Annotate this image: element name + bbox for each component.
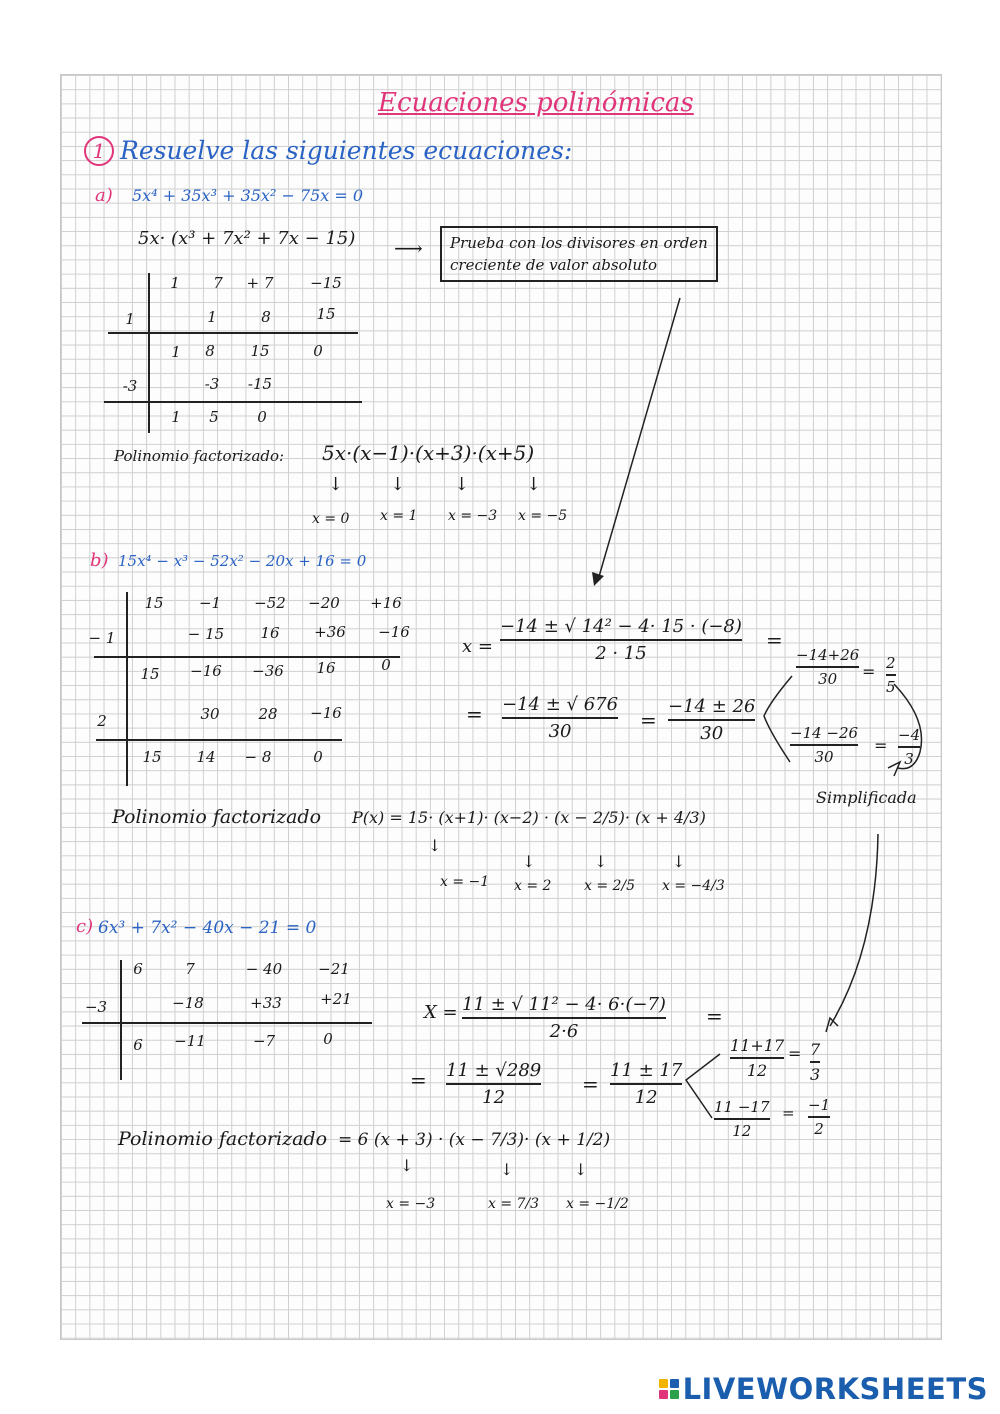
quad-b-num-1: −14 ± √ 14² − 4· 15 · (−8): [500, 616, 742, 637]
res: 0: [381, 656, 391, 674]
res: 15: [142, 748, 162, 766]
val-num: 7: [810, 1040, 821, 1059]
quad-c-num-2: 11 ± √289: [446, 1060, 542, 1081]
coef: − 40: [245, 960, 283, 978]
coef: 7: [185, 960, 195, 978]
arrow-down-icon: ↓: [672, 852, 686, 871]
quad-b-den-3: 30: [700, 722, 724, 744]
mult: −16: [378, 623, 410, 641]
root-value: x = −1: [440, 874, 490, 890]
note-line-1: Prueba con los divisores en orden: [450, 234, 708, 252]
res: 0: [313, 342, 323, 360]
mult: 28: [258, 705, 278, 723]
part-a-factored-label: Polinomio factorizado:: [114, 447, 285, 465]
liveworksheets-logo[interactable]: [659, 1372, 988, 1406]
note-box: [440, 226, 718, 282]
res: 15: [250, 342, 270, 360]
quad-b-sol-2: [790, 724, 858, 766]
res: 5: [209, 408, 219, 426]
arrow-long-icon: [580, 290, 690, 590]
quad-b-frac-3: [668, 696, 755, 744]
quad-c-sol-2-val: [808, 1096, 830, 1138]
arrow-down-icon: ↓: [500, 1160, 514, 1179]
note-line-2: creciente de valor absoluto: [450, 256, 658, 274]
coef: −21: [318, 960, 350, 978]
quad-b-x: x =: [462, 636, 493, 657]
part-b-factored-label: Polinomio factorizado: [112, 806, 322, 828]
quad-c-num-3: 11 ± 17: [610, 1060, 683, 1081]
root: 2: [97, 712, 107, 730]
exercise-instruction: Resuelve las siguientes ecuaciones:: [120, 136, 573, 165]
mult: −16: [310, 704, 342, 722]
mult: +21: [320, 990, 352, 1008]
curved-arrow-icon: [880, 677, 936, 780]
root: − 1: [88, 629, 116, 647]
coef: −52: [254, 594, 286, 612]
equals-sign: =: [788, 1044, 802, 1063]
quad-b-num-2: −14 ± √ 676: [502, 694, 619, 715]
res: 14: [196, 748, 216, 766]
quad-b-den-2: 30: [548, 720, 572, 742]
arrow-down-icon: ↓: [400, 1156, 414, 1175]
res: − 8: [244, 748, 272, 766]
coef: +16: [370, 594, 402, 612]
part-a-factor-step: 5x· (x³ + 7x² + 7x − 15): [138, 228, 356, 249]
coef: 6: [133, 960, 143, 978]
mult: 16: [260, 624, 280, 642]
coef: −20: [308, 594, 340, 612]
quad-c-frac-1: [462, 994, 666, 1042]
equals-sign: =: [766, 628, 783, 652]
sol-num: 11 −17: [714, 1098, 770, 1116]
root-value: x = 2: [514, 878, 552, 894]
equals-sign: =: [640, 708, 657, 732]
root: -3: [122, 377, 138, 395]
equals-sign: =: [410, 1068, 427, 1092]
coef: 7: [213, 274, 223, 292]
res: 0: [313, 748, 323, 766]
quad-c-sol-2: [714, 1098, 770, 1140]
quad-c-sol-1-val: [810, 1040, 820, 1084]
mult: +33: [250, 994, 282, 1012]
logo-icon: [659, 1379, 679, 1399]
quad-b-sol-1: [796, 646, 859, 688]
simplified-label: Simplificada: [816, 788, 917, 807]
arrow-down-icon: ↓: [328, 474, 344, 495]
mult: 30: [200, 705, 220, 723]
quad-c-x: X =: [424, 1002, 458, 1023]
res: −11: [174, 1032, 206, 1050]
root: −3: [84, 998, 108, 1016]
root-value: x = 7/3: [488, 1196, 540, 1212]
root-value: x = −1/2: [566, 1196, 629, 1212]
res: 1: [171, 408, 181, 426]
val-den: 3: [904, 749, 914, 768]
mult: -15: [247, 375, 273, 393]
root-value: x = −3: [386, 1196, 436, 1212]
mult: -3: [204, 375, 220, 393]
sol-num: −14+26: [796, 646, 860, 664]
quad-c-frac-2: [446, 1060, 541, 1108]
sol-num: 11+17: [730, 1036, 785, 1055]
quad-b-num-3: −14 ± 26: [668, 696, 756, 717]
res: −36: [252, 662, 284, 680]
root-value: x = −4/3: [662, 878, 725, 894]
part-a-label: a): [95, 185, 113, 206]
val-num: −1: [808, 1096, 831, 1114]
res: −7: [252, 1032, 276, 1050]
coef: 1: [170, 274, 180, 292]
quad-c-den-1: 2·6: [549, 1020, 579, 1042]
quad-c-den-2: 12: [482, 1086, 506, 1108]
coef: −1: [198, 594, 222, 612]
coef: −15: [310, 274, 342, 292]
equals-sign: =: [706, 1004, 723, 1028]
mult: +36: [314, 623, 346, 641]
res: −16: [190, 662, 222, 680]
equals-sign: =: [782, 1104, 795, 1122]
val-den: 5: [886, 677, 896, 696]
quad-b-den-1: 2 · 15: [595, 642, 647, 664]
mult: 1: [207, 308, 217, 326]
mult: −18: [172, 994, 204, 1012]
quad-c-frac-3: [610, 1060, 682, 1108]
equals-sign: =: [862, 662, 876, 681]
sol-den: 30: [814, 747, 834, 766]
sol-den: 30: [818, 669, 838, 688]
mult: 8: [261, 308, 271, 326]
arrow-long-icon: [820, 830, 890, 1036]
part-b-equation: 15x⁴ − x³ − 52x² − 20x + 16 = 0: [118, 552, 367, 570]
part-c-factored-label: Polinomio factorizado: [118, 1128, 328, 1150]
arrow-down-icon: ↓: [574, 1160, 588, 1179]
res: 0: [257, 408, 267, 426]
exercise-number: 1: [84, 136, 114, 166]
arrow-down-icon: ↓: [526, 474, 542, 495]
res: 1: [171, 343, 181, 361]
root: 1: [125, 310, 135, 328]
root-value: x = 2/5: [584, 878, 636, 894]
quad-c-num-1: 11 ± √ 11² − 4· 6·(−7): [462, 994, 666, 1015]
quad-b-frac-2: [502, 694, 618, 742]
arrow-down-icon: ↓: [522, 852, 536, 871]
page-title: Ecuaciones polinómicas: [378, 88, 694, 118]
mult: 15: [316, 305, 336, 323]
logo-text: LIVEWORKSHEETS: [682, 1372, 988, 1406]
equals-sign: =: [874, 736, 888, 755]
part-a-equation: 5x⁴ + 35x³ + 35x² − 75x = 0: [132, 186, 364, 205]
val-num: 2: [886, 654, 896, 672]
coef: + 7: [246, 274, 274, 292]
part-a-factored: 5x·(x−1)·(x+3)·(x+5): [322, 441, 535, 465]
arrow-down-icon: ↓: [454, 474, 470, 495]
root-value: x = 0: [312, 511, 350, 527]
res: 15: [140, 665, 160, 683]
part-c-label: c): [76, 916, 94, 937]
quad-c-sol-1: [730, 1036, 784, 1080]
root-value: x = −3: [448, 508, 498, 524]
sol-den: 12: [746, 1060, 768, 1080]
root-value: x = 1: [380, 508, 418, 524]
sol-den: 12: [732, 1121, 752, 1140]
mult: − 15: [187, 625, 225, 643]
res: 0: [323, 1030, 333, 1048]
part-b-label: b): [90, 550, 109, 571]
arrow-down-icon: ↓: [428, 836, 442, 855]
part-c-equation: 6x³ + 7x² − 40x − 21 = 0: [98, 918, 317, 938]
arrow-down-icon: ↓: [594, 852, 608, 871]
sol-num: −14 −26: [790, 724, 859, 742]
equals-sign: =: [466, 702, 483, 726]
part-b-factored: P(x) = 15· (x+1)· (x−2) · (x − 2/5)· (x + 4/3): [352, 808, 706, 827]
part-c-factored: = 6 (x + 3) · (x − 7/3)· (x + 1/2): [338, 1130, 611, 1150]
quad-b-frac-1: [500, 616, 742, 664]
root-value: x = −5: [518, 508, 568, 524]
equals-sign: =: [582, 1072, 599, 1096]
arrow-right-icon: ⟶: [394, 236, 423, 260]
res: 16: [316, 659, 336, 677]
val-den: 2: [814, 1119, 824, 1138]
res: 6: [133, 1036, 143, 1054]
arrow-down-icon: ↓: [390, 474, 406, 495]
coef: 15: [144, 594, 164, 612]
res: 8: [205, 342, 215, 360]
quad-c-den-3: 12: [634, 1086, 658, 1108]
val-num: −4: [898, 726, 921, 744]
val-den: 3: [810, 1064, 821, 1084]
